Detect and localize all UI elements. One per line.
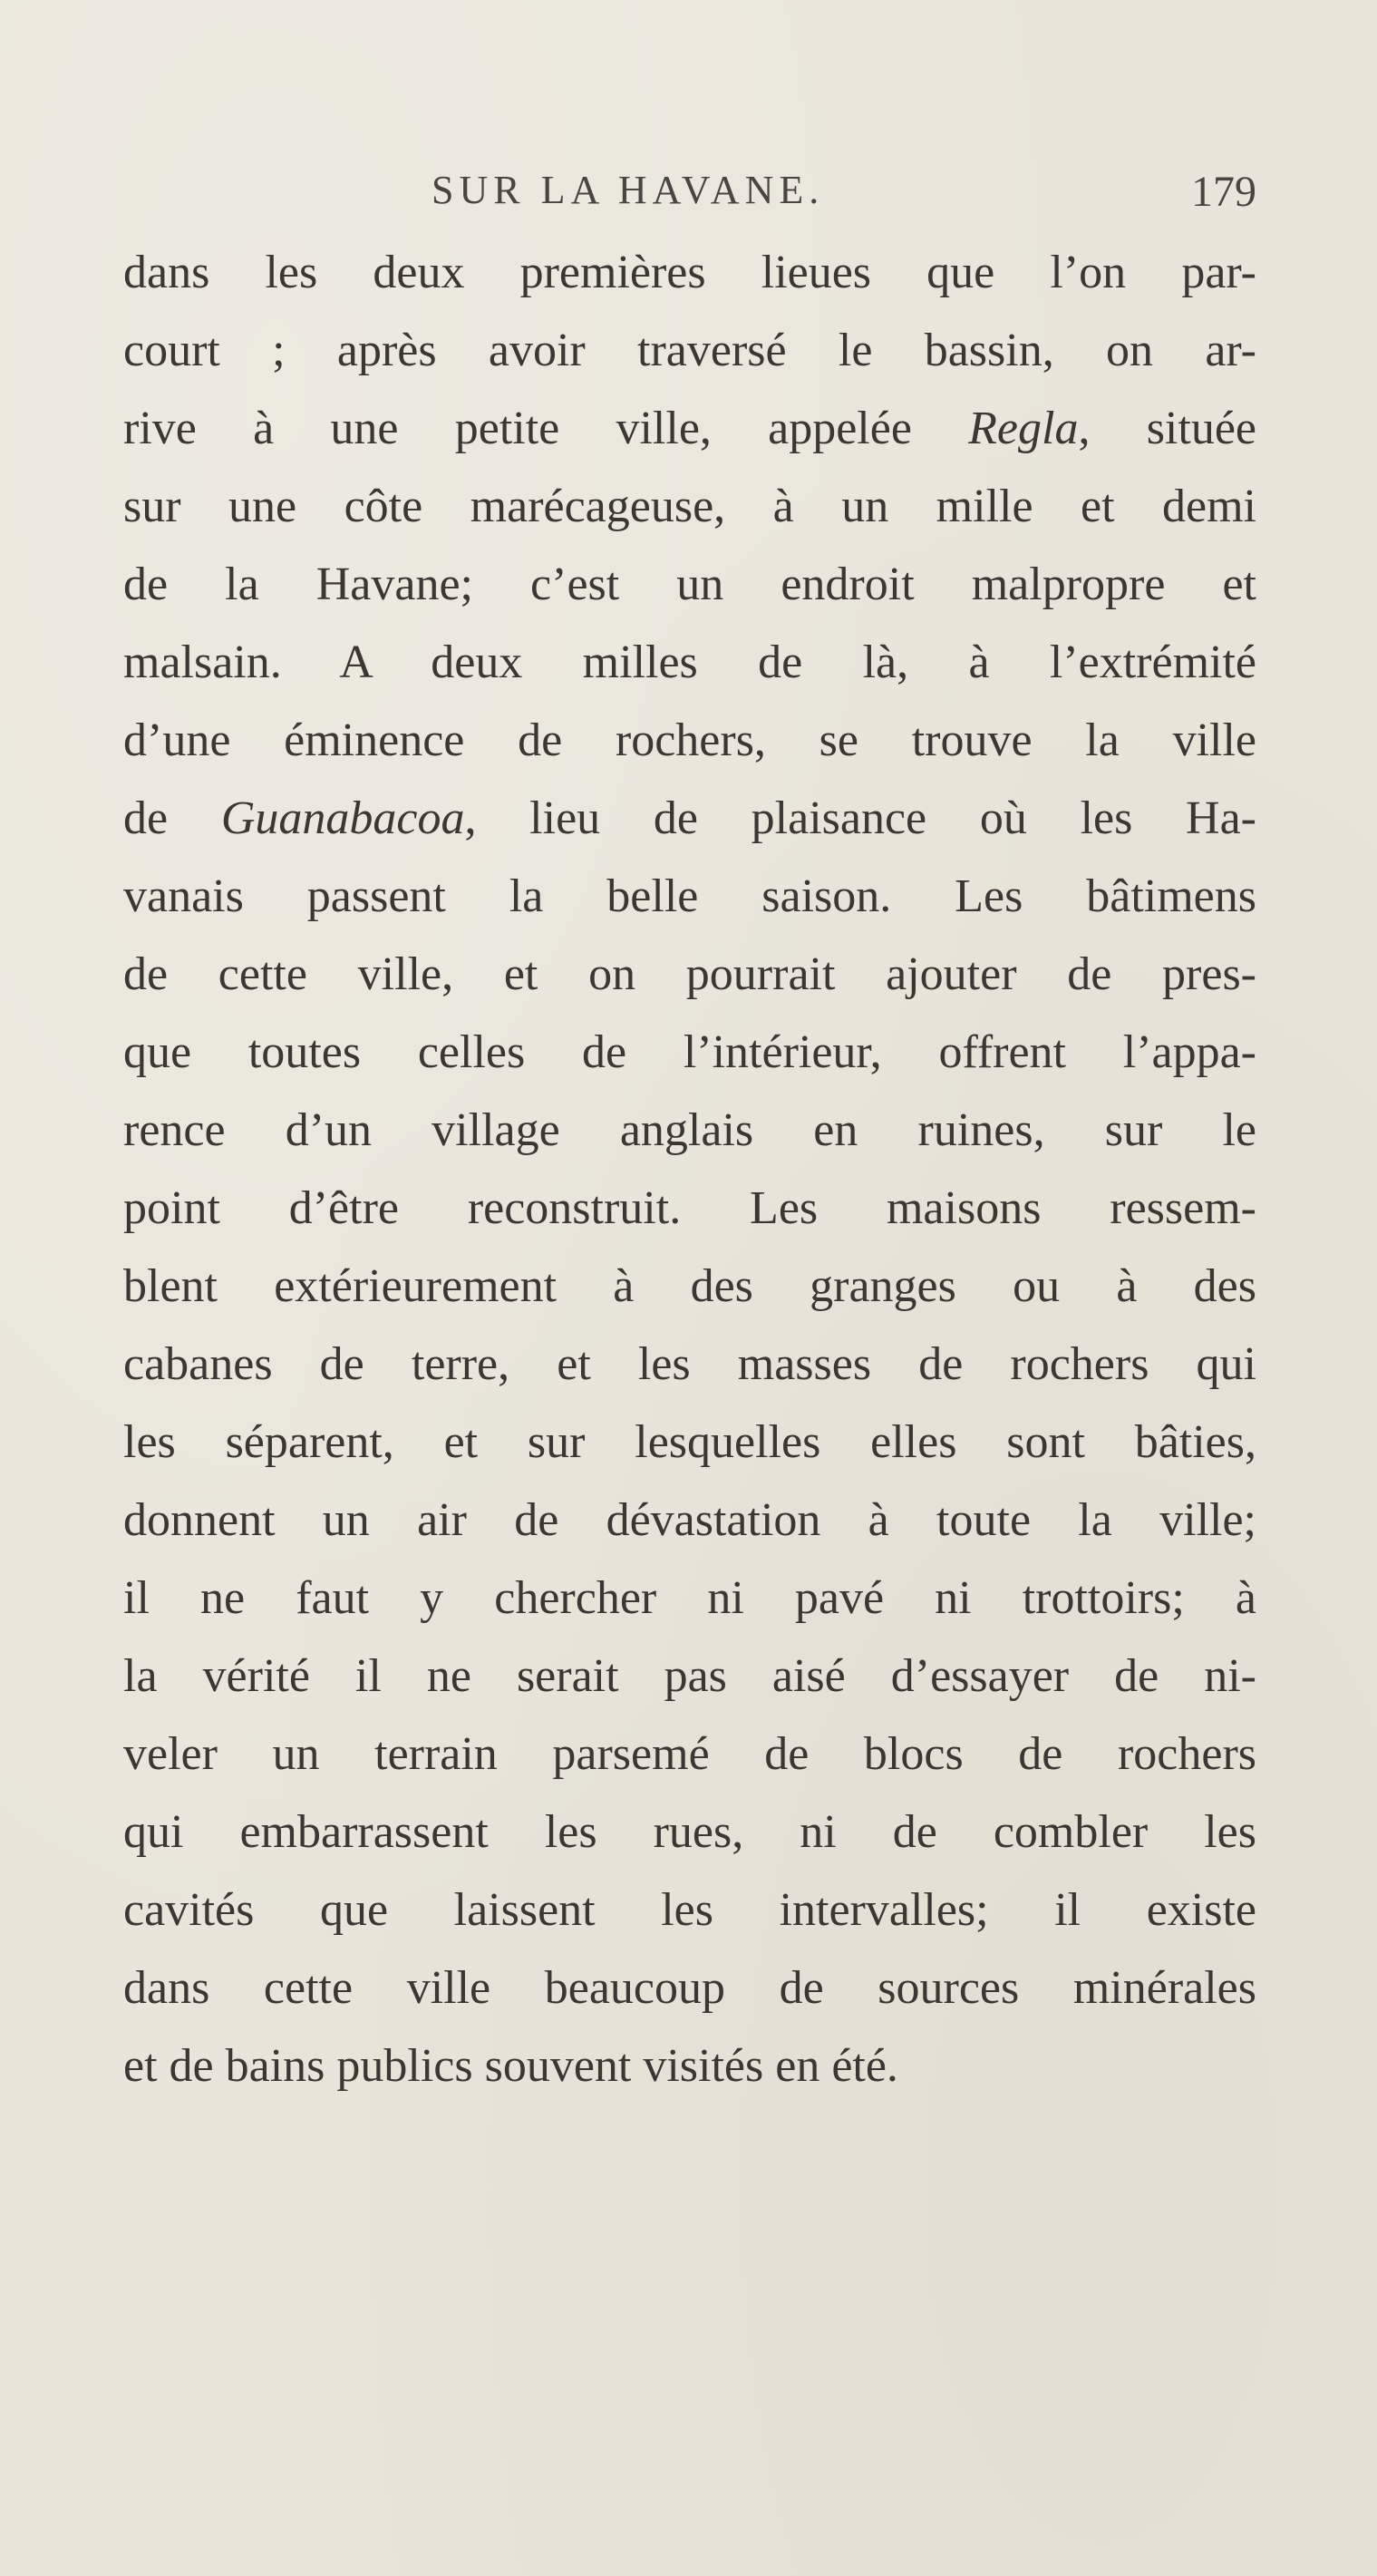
text-line (123, 1248, 1256, 1326)
text-line (123, 1482, 1256, 1560)
text-segment: d’une éminence de rochers, se trouve la ville (123, 714, 1256, 766)
text-line (123, 1014, 1256, 1092)
text-segment: cavités que laissent les intervalles; il existe (123, 1884, 1256, 1936)
text-segment: de la Havane; c’est un endroit malpropre et (123, 559, 1256, 610)
text-line (123, 546, 1256, 624)
text-segment: malsain. A deux milles de là, à l’extrémité (123, 637, 1256, 688)
text-segment: sur une côte marécageuse, à un mille et demi (123, 481, 1256, 532)
text-line (123, 390, 1256, 468)
running-title: SUR LA HAVANE. (432, 168, 825, 212)
italic-place-name: Guanabacoa (220, 792, 465, 844)
text-segment: dans les deux premières lieues que l’on par- (123, 247, 1256, 298)
text-line (123, 312, 1256, 390)
text-line (123, 1793, 1256, 1871)
text-segment: blent extérieurement à des granges ou à des (123, 1260, 1256, 1312)
text-line (123, 1404, 1256, 1482)
text-segment: cabanes de terre, et les masses de rochers qui (123, 1338, 1256, 1390)
text-segment: point d’être reconstruit. Les maisons ressem- (123, 1182, 1256, 1234)
text-line (123, 1560, 1256, 1638)
body-text (123, 234, 1256, 2105)
text-segment: que toutes celles de l’intérieur, offrent l’appa- (123, 1026, 1256, 1078)
text-line (123, 702, 1256, 780)
text-line (123, 1949, 1256, 2027)
text-line (123, 1716, 1256, 1793)
text-segment: qui embarrassent les rues, ni de combler les (123, 1806, 1256, 1858)
text-segment: les séparent, et sur lesquelles elles sont bâties, (123, 1416, 1256, 1468)
text-segment: et de bains publics souvent visités en été. (123, 2040, 898, 2092)
text-line (123, 780, 1256, 858)
text-line (123, 1638, 1256, 1716)
text-segment: court ; après avoir traversé le bassin, on ar- (123, 325, 1256, 376)
text-segment: la vérité il ne serait pas aisé d’essayer de ni- (123, 1650, 1256, 1702)
italic-place-name: Regla (968, 403, 1079, 454)
text-line (123, 468, 1256, 546)
text-line (123, 858, 1256, 936)
text-line (123, 234, 1256, 312)
text-segment: donnent un air de dévastation à toute la ville; (123, 1494, 1256, 1546)
text-segment: rence d’un village anglais en ruines, sur le (123, 1104, 1256, 1156)
text-segment: dans cette ville beaucoup de sources minérales (123, 1962, 1256, 2014)
text-segment: de cette ville, et on pourrait ajouter de pres- (123, 948, 1256, 1000)
text-line (123, 936, 1256, 1014)
running-head (123, 167, 1256, 221)
text-segment: , lieu de plaisance où les Ha- (464, 792, 1256, 844)
text-segment: , située (1078, 403, 1256, 454)
text-line (123, 2027, 1256, 2105)
text-segment: rive à une petite ville, appelée (123, 403, 969, 454)
text-line (123, 1871, 1256, 1949)
text-segment: vanais passent la belle saison. Les bâtimens (123, 870, 1256, 922)
text-line (123, 1326, 1256, 1404)
text-segment: de (123, 792, 221, 844)
text-segment: il ne faut y chercher ni pavé ni trottoirs; à (123, 1572, 1256, 1624)
text-line (123, 1092, 1256, 1170)
text-segment: veler un terrain parsemé de blocs de rochers (123, 1728, 1256, 1780)
page-number: 179 (1191, 168, 1256, 216)
text-line (123, 624, 1256, 702)
text-line (123, 1170, 1256, 1248)
